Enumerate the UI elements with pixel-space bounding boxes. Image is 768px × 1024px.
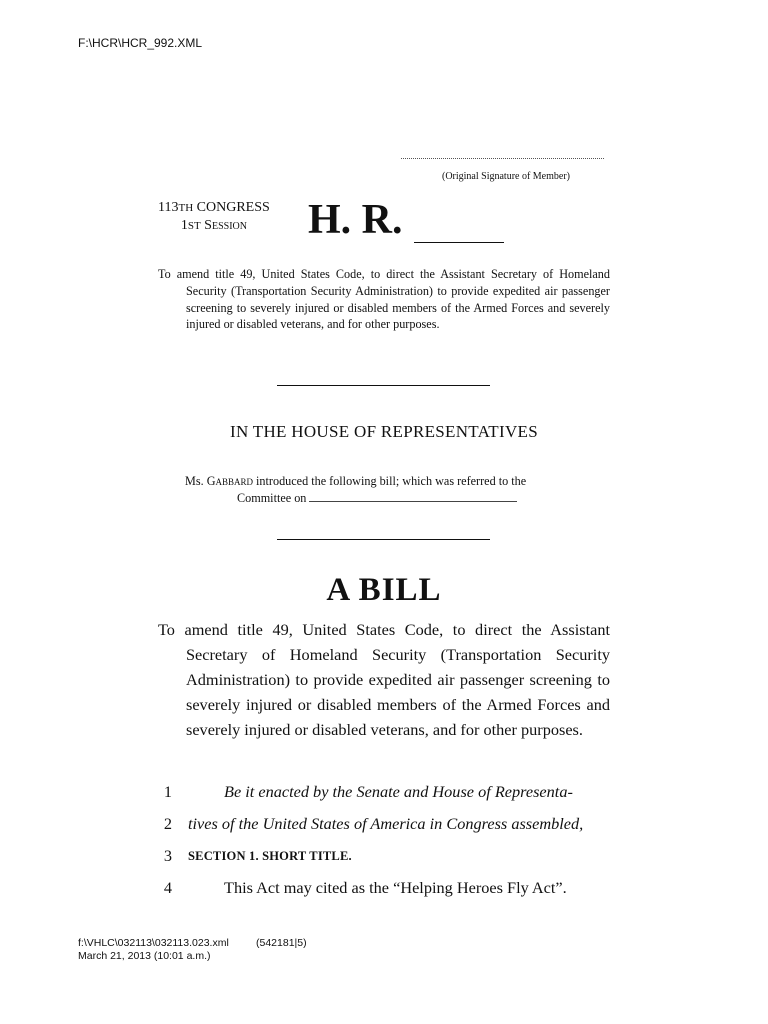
short-summary [158,266,610,333]
session-number-suffix: ST [187,220,201,232]
short-title-text: This Act may cited as the “Helping Heroes Fly Act”. [224,878,567,897]
line-number: 4 [163,878,173,897]
congress-session-block [158,199,270,235]
long-title [158,617,610,742]
footer-date: March 21, 2013 (10:01 a.m.) [78,950,211,962]
signature-label: (Original Signature of Member) [441,171,571,182]
divider-rule [277,385,490,386]
header-file-path: F:\HCR\HCR_992.XML [78,36,203,50]
line-number: 3 [163,846,173,865]
long-title-text: To amend title 49, United States Code, to direct the Assistant Secretary of Homeland Security (Transportation Security Administration) to provide expedited air passenger screening to severely injured or disabled members of the Armed Forces and severely injured or disabled veterans, and for other purposes. [158,620,610,739]
introduction-line-1 [185,473,595,490]
congress-word: CONGRESS [196,200,270,215]
committee-label: Committee on [237,491,307,505]
congress-number-suffix: TH [178,202,194,214]
section-heading: SECTION 1. SHORT TITLE. [188,849,352,863]
session-word: Session [204,218,247,233]
body-line [158,814,610,838]
short-summary-text: To amend title 49, United States Code, to direct the Assistant Secretary of Homeland Security (Transportation Security Administration) to provide expedited air passenger screening to severely injured or disabled members of the Armed Forces and severely injured or disabled veterans, and for other purposes. [158,267,610,332]
footer [78,937,307,963]
congress-line [158,199,270,217]
footer-code: (542181|5) [256,937,307,949]
committee-blank [309,491,517,502]
session-number: 1 [180,218,188,233]
introduction [185,473,595,507]
body-line [158,846,610,870]
body-line [158,782,610,806]
enacting-clause-line-1: Be it enacted by the Senate and House of Representa- [224,782,573,801]
congress-number: 113 [158,200,179,215]
chamber-heading: IN THE HOUSE OF REPRESENTATIVES [230,422,538,441]
introduction-line-2 [185,490,595,507]
enacting-clause-line-2: tives of the United States of America in Congress assembled, [188,814,584,833]
line-number: 1 [163,782,173,801]
sponsor-name: Gabbard [206,474,253,488]
signature-line [401,158,604,159]
line-number: 2 [163,814,173,833]
bill-label: A BILL [326,572,442,608]
divider-rule [277,539,490,540]
footer-file-path: f:\VHLC\032113\032113.023.xml [78,937,229,949]
sponsor-prefix: Ms. [185,474,204,488]
bill-number-blank [414,242,504,243]
introduction-text: introduced the following bill; which was referred to the [256,474,527,488]
bill-designation: H. R. [308,197,403,243]
body-line [158,878,610,902]
session-line [158,217,270,235]
